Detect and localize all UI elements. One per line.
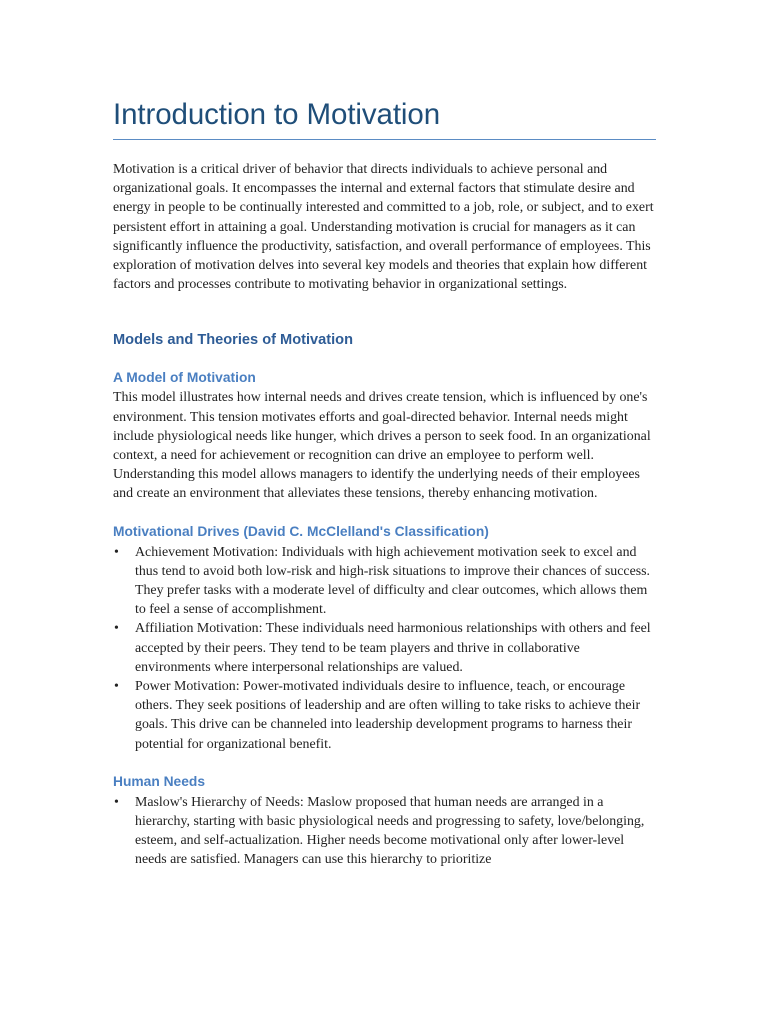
drives-heading: Motivational Drives (David C. McClelland's Classification) [113, 523, 489, 539]
list-item [113, 619, 656, 677]
list-item [113, 793, 656, 870]
list-item [113, 677, 656, 754]
model-paragraph: This model illustrates how internal needs and drives create tension, which is influenced by one's environment. This tension motivates efforts and goal-directed behavior. Internal needs might include physiological needs like hunger, which drives a person to seek food. In an organizational context, a need for achievement or recognition can drive an employee to perform well. Understanding this model allows managers to identify the underlying needs of their employees and create an environment that alleviates these tensions, thereby enhancing motivation. [113, 390, 651, 502]
drives-list [113, 543, 656, 754]
list-item-text: Maslow's Hierarchy of Needs: Maslow proposed that human needs are arranged in a hierarchy, starting with basic physiological needs and progressing to safety, love/belonging, esteem, and self-actualization. Higher needs become motivational only after lower-level needs are satisfied. Managers can use this hierarchy to prioritize [135, 794, 645, 868]
needs-list [113, 793, 656, 870]
list-item-text: Affiliation Motivation: These individuals need harmonious relationships with others and feel accepted by their peers. They tend to be team players and thrive in collaborative environments where interpersonal relationships are valued. [135, 621, 651, 675]
intro-paragraph: Motivation is a critical driver of behavior that directs individuals to achieve personal and organizational goals. It encompasses the internal and external factors that stimulate desire and energy in people to be continually interested and committed to a job, role, or subject, and to exert persistent effort in attaining a goal. Understanding motivation is crucial for managers as it can significantly influence the productivity, satisfaction, and overall performance of employees. This exploration of motivation delves into several key models and theories that explain how different factors and processes contribute to motivating behavior in organizational settings. [113, 162, 654, 293]
needs-heading: Human Needs [113, 773, 206, 789]
page-title: Introduction to Motivation [113, 96, 656, 140]
model-heading: A Model of Motivation [113, 370, 256, 386]
bullet-icon: • [114, 794, 119, 810]
bullet-icon: • [114, 544, 119, 560]
bullet-icon: • [114, 679, 119, 695]
list-item [113, 543, 656, 620]
bullet-icon: • [114, 621, 119, 637]
list-item-text: Achievement Motivation: Individuals with high achievement motivation seek to excel and thus tend to avoid both low-risk and high-risk situations to improve their chances of success. They prefer tasks with a moderate level of difficulty and clear outcomes, which allows them to feel a sense of accomplishment. [135, 544, 651, 618]
section-heading: Models and Theories of Motivation [113, 332, 353, 349]
list-item-text: Power Motivation: Power-motivated individuals desire to influence, teach, or encourage others. They seek positions of leadership and are often willing to take risks to achieve their goals. This drive can be channeled into leadership development programs to harness their potential for organizational benefit. [135, 679, 641, 752]
